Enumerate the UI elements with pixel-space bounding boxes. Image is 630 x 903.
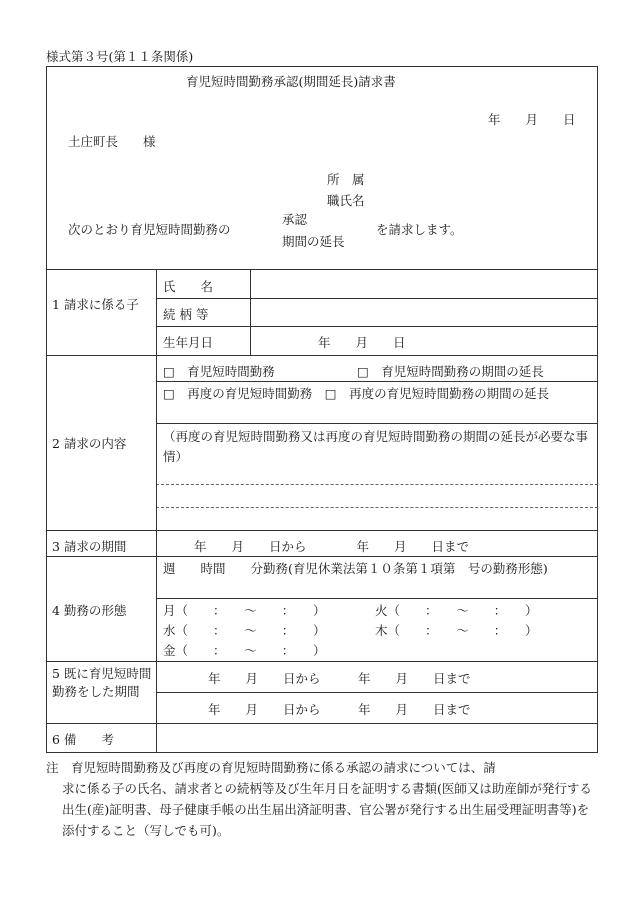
section3-label: 3 請求の期間 xyxy=(52,539,127,554)
child-name-field[interactable] xyxy=(258,277,593,297)
request-period-field[interactable]: 年 月 日から 年 月 日まで xyxy=(194,539,470,554)
child-birthdate-field[interactable]: 年 月 日 xyxy=(318,335,406,350)
staff-name-label: 職氏名 xyxy=(327,193,365,208)
divider xyxy=(46,661,598,662)
form-number: 様式第３号(第１１条関係) xyxy=(46,49,194,64)
thursday-hours-field[interactable]: 木（ ： 〜 ： ） xyxy=(375,623,538,638)
divider xyxy=(46,530,598,531)
child-relation-label: 続 柄 等 xyxy=(163,307,209,322)
dashed-line xyxy=(156,484,598,485)
repeat-reason-label: （再度の育児短時間勤務又は再度の育児短時間勤務の期間の延長が必要な事情） xyxy=(163,429,589,464)
request-suffix: を請求します。 xyxy=(376,222,463,237)
divider xyxy=(46,355,598,356)
divider xyxy=(156,326,598,327)
option-repeat-short-hours[interactable]: □ 再度の育児短時間勤務 □ 再度の育児短時間勤務の期間の延長 xyxy=(163,386,550,401)
remarks-field[interactable] xyxy=(163,728,593,748)
request-option-extension: 期間の延長 xyxy=(282,234,345,249)
section2-label: 2 請求の内容 xyxy=(52,436,127,451)
section6-label: 6 備 考 xyxy=(52,732,114,747)
option-short-hours[interactable]: □ 育児短時間勤務 xyxy=(163,364,275,379)
weekly-hours-field[interactable]: 週 時間 分勤務(育児休業法第１０条第１項第 号の勤務形態) xyxy=(163,561,548,576)
option-short-hours-extension[interactable]: □ 育児短時間勤務の期間の延長 xyxy=(357,364,544,379)
section5-label: 5 既に育児短時間勤務をした期間 xyxy=(52,666,152,699)
request-option-approval: 承認 xyxy=(282,212,308,227)
footnote-continuation: 求に係る子の氏名、請求者との続柄等及び生年月日を証明する書類(医師又は助産師が発行する出生(産)証明書、母子健康手帳の出生届出済証明書、官公署が発行する出生届受理証明書等)を添付すること（写しでも可)。 xyxy=(62,781,592,838)
affiliation-label: 所 属 xyxy=(327,172,365,187)
divider xyxy=(46,723,598,724)
footnote xyxy=(46,757,600,841)
divider xyxy=(156,692,598,693)
previous-period-field-2[interactable]: 年 月 日から 年 月 日まで xyxy=(208,702,471,717)
divider xyxy=(46,556,598,557)
monday-hours-field[interactable]: 月（ ： 〜 ： ） xyxy=(163,603,326,618)
divider xyxy=(156,423,598,424)
dashed-line xyxy=(156,507,598,508)
friday-hours-field[interactable]: 金（ ： 〜 ： ） xyxy=(163,643,326,658)
form-title: 育児短時間勤務承認(期間延長)請求書 xyxy=(186,74,396,89)
divider xyxy=(156,598,598,599)
child-name-label: 氏 名 xyxy=(163,279,214,294)
previous-period-field-1[interactable]: 年 月 日から 年 月 日まで xyxy=(208,671,471,686)
divider xyxy=(46,269,598,270)
date-line[interactable]: 年 月 日 xyxy=(488,112,576,127)
divider xyxy=(156,381,598,382)
tuesday-hours-field[interactable]: 火（ ： 〜 ： ） xyxy=(375,603,538,618)
column-divider xyxy=(156,269,157,753)
child-relation-field[interactable] xyxy=(258,305,593,325)
wednesday-hours-field[interactable]: 水（ ： 〜 ： ） xyxy=(163,623,326,638)
divider xyxy=(156,298,598,299)
child-birthdate-label: 生年月日 xyxy=(163,335,214,350)
footnote-first-line: 注 育児短時間勤務及び再度の育児短時間勤務に係る承認の請求については、請 xyxy=(46,760,496,775)
addressee: 土庄町長 様 xyxy=(68,134,156,149)
section4-label: 4 勤務の形態 xyxy=(52,603,127,618)
section1-label: 1 請求に係る子 xyxy=(52,297,139,312)
request-prefix: 次のとおり育児短時間勤務の xyxy=(68,222,231,237)
column-divider xyxy=(250,269,251,355)
